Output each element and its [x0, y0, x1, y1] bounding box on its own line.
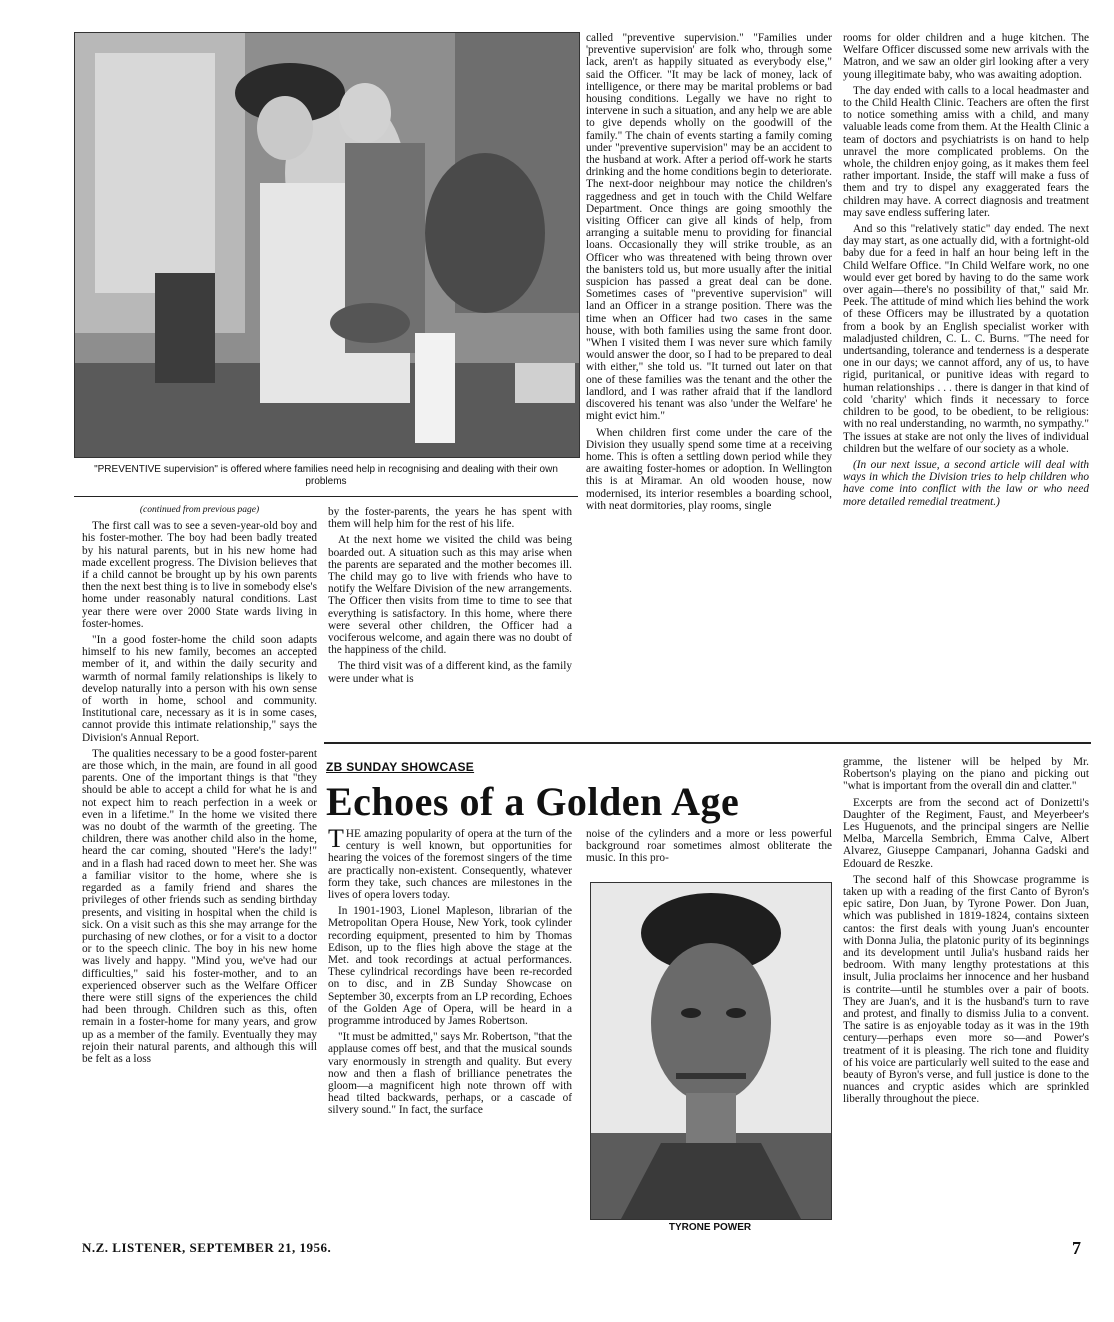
- dropcap: T: [328, 824, 344, 853]
- article-column-2: [328, 506, 572, 689]
- paragraph: gramme, the listener will be helped by Mr. Robertson's playing on the piano and picking out "what is important from the overall din and clatter.": [843, 756, 1089, 793]
- showcase-column-left: [328, 824, 572, 1121]
- article-column-1: [82, 504, 317, 1069]
- photo-tyrone-power-portrait-icon: [591, 883, 831, 1219]
- paragraph: rooms for older children and a huge kitchen. The Welfare Officer discussed some new arrivals with the Matron, and we saw an older girl looking after a very young illegitimate baby, who was awaiting adoption.: [843, 32, 1089, 81]
- portrait-caption: TYRONE POWER: [668, 1222, 752, 1233]
- continued-note: (continued from previous page): [139, 505, 260, 515]
- article-column-4: [843, 32, 1089, 512]
- next-issue-note: (In our next issue, a second article will deal with ways in which the Division tries to help children who have come into conflict with the law or who need more detailed remedial treatment.): [843, 458, 1089, 508]
- article-column-3: [586, 32, 832, 516]
- photo-two-women-kitchen-icon: [75, 33, 579, 457]
- paragraph: The qualities necessary to be a good foster-parent are those which, in the main, are found in all good parents. One of the important things is that "they should be able to accept a child for what he is and not expect him to reach perfection in a week or even in a lifetime." In the home we visited there was no doubt of the warmth of the greeting. The children, there was another child also in the home, heard the car coming, shouted "Here's the lady!" and in a flash had raced down to meet her. She was a familiar visitor to the home, where she is regarded as a family friend and shares the privileges of other friends such as sending birthday presents, and visiting in hospital when the child is sick. On a visit such as this she may arrange for the purchasing of new clothes, or for a visit to a doctor or to the speech clinic. The boy in his new home was lively and happy. "Mind you, we've had our difficulties," said his foster-mother, and to an experienced observer such as the Welfare Officer there were still signs of the experiences the child had been through. Children such as this, often remain in a foster-home for many years, and grow up as a member of the family. Eventually they may rejoin their natural parents, and although this will be felt as a loss: [82, 747, 317, 1065]
- tyrone-power-photo: [590, 882, 832, 1220]
- showcase-column-middle: [586, 828, 832, 869]
- paragraph: In 1901-1903, Lionel Mapleson, librarian of the Metropolitan Opera House, New York, took cylinder recording equipment, presented to him by Thomas Edison, up to the flies high above the stage at the Met. and took recordings at actual performances. These cylindrical recordings have been re-recorded on to disc, and in ZB Sunday Showcase on September 30, excerpts from an LP recording, Echoes of the Golden Age of Opera, will be heard in a programme introduced by James Robertson.: [328, 905, 572, 1028]
- paragraph: At the next home we visited the child was being boarded out. A situation such as this may arise when the parents are separated and the mother becomes ill. The child may go to live with friends who have to notify the Welfare Division of the new arrangements. The Officer then visits from time to time to see that everything is satisfactory. In this home, where there were several other children, the Officer had a vociferous welcome, and again there was no doubt of the happiness of the child.: [328, 534, 572, 657]
- paragraph: When children first come under the care of the Division they usually spend some time at a receiving home. This is often a settling down period while they are awaiting foster-homes or adoption. In Wellington this is at Miramar. An old wooden house, now modernised, its interior resembles a boarding school, with neat dormitories, play rooms, single: [586, 426, 832, 512]
- photo-caption: "PREVENTIVE supervision" is offered where families need help in recognising and dealing with their own problems: [94, 464, 558, 487]
- paragraph: HE amazing popularity of opera at the turn of the century is well known, but opportunities for hearing the voices of the foremost singers of the time are practically non-existent. Consequently, whatever form they take, such chances are milestones in the lives of opera lovers today.: [328, 828, 572, 902]
- section-divider: [324, 742, 1091, 744]
- page-number: 7: [1072, 1238, 1082, 1258]
- showcase-kicker: ZB SUNDAY SHOWCASE: [326, 760, 475, 774]
- paragraph: called "preventive supervision." "Families under 'preventive supervision' are folk who, through some lack, aren't as happily situated as everybody else," said the Officer. "It may be lack of money, lack of intelligence, or there may be marital problems or bad housing conditions. Legally we have no right to intervene in such a situation, and any help we are able to give depends wholly on the goodwill of the family." The chain of events starting a family coming under "preventive supervision" may be an accident to the husband at work. After a period off-work he starts drinking and the home conditions begin to deteriorate. The next-door neighbour may notice the children's raggedness and get in touch with the Child Welfare Department. Once things are going smoothly the visiting Officer can give all kinds of help, from arranging a suitable menu to providing for financial loans. Occasionally they will strike trouble, as an Officer who was threatened with being thrown over the banisters told us, but more usually after the initial suspicion has passed a great deal can be done. Sometimes cases of "preventive supervision" will land an Officer in a strange position. There was the time when an Officer had two cases in the same house, with both families using the same front door. "When I visited them I was never sure which family would answer the door, so I had to be prepared to deal with either," she told us. "It turned out later on that one of these families was the tenant and the other the landlord, and I was rather afraid that if the landlord discovered his tenant was also 'under the Welfare' he might evict him.": [586, 32, 832, 423]
- paragraph: "It must be admitted," says Mr. Robertson, "that the applause comes off best, and that the musical sounds vary enormously in strength and quality. But every now and then a flash of brilliance penetrates the gloom—a magnificent high note thrown off with head tilted backwards, perhaps, or a cascade of silvery sound." In fact, the surface: [328, 1031, 572, 1117]
- paragraph: The first call was to see a seven-year-old boy and his foster-mother. The boy had been badly treated by his natural parents, but in his new home had made excellent progress. The Division believes that if a child cannot be brought up by his own parents then the next best thing is to live in somebody else's home under reasonably natural conditions. Last year there were over 2000 State wards living in foster-homes.: [82, 520, 317, 630]
- showcase-column-right: [843, 756, 1089, 1110]
- paragraph: noise of the cylinders and a more or less powerful background roar sometimes almost obliterate the music. In this pro-: [586, 828, 832, 865]
- preventive-supervision-photo: [74, 32, 580, 458]
- paragraph: The day ended with calls to a local headmaster and to the Child Health Clinic. Teachers are often the first to notice something amiss with a child, and many valuable leads come from them. At the Health Clinic a team of doctors and psychiatrists is on hand to help unravel the more complicated problems. On the whole, the children enjoy going, as it makes them feel rather important. Inside, the staff will make a fuss of them and try to dispel any exaggerated fears the children may have. A correct diagnosis and treatment may save endless suffering later.: [843, 84, 1089, 219]
- masthead-footer: N.Z. LISTENER, SEPTEMBER 21, 1956.: [82, 1240, 332, 1255]
- paragraph: "In a good foster-home the child soon adapts himself to his new family, becomes an accepted member of it, and within the daily security and warmth of normal family relationships is likely to develop naturally into a person with his own sense of worth in home, school and community. Institutional care, necessary as it is in some cases, cannot provide this intimate relationship," says the Division's Annual Report.: [82, 634, 317, 744]
- paragraph: The second half of this Showcase programme is taken up with a reading of the first Canto of Byron's epic satire, Don Juan, by Tyrone Power. Don Juan, which was published in 1819-1824, contains sixteen cantos: the first deals with young Juan's encounter with Donna Julia, the platonic purity of its beginnings and its development until Julia's husband raids her bedroom. With many lengthy protestations at this insult, Julia proclaims her innocence and her husband is contrite—until he stumbles over a pair of boots. They are Juan's, and it is the husband's turn to rave and protest, and finally to dismiss Julia to a convent. The satire is as enjoyable today as it was in the 19th century—perhaps even more so—and Power's treatment of it is pleasing. The rich tone and fluidity of his voice are particularly well suited to the ease and beauty of Byron's verse, and full justice is done to the nuances and cryptic asides which are sprinkled liberally throughout the piece.: [843, 873, 1089, 1106]
- paragraph: And so this "relatively static" day ended. The next day may start, as one actually did, with a fortnight-old baby due for a feed in half an hour being left in the Child Welfare Office. "In Child Welfare work, no one would ever get bored by having to do the same work over again—there's no possibility of that," said Mr. Peek. The attitude of mind which lies behind the work of these Officers may be illustrated by a quotation from a book by an English specialist worker with maladjusted children, C. L. C. Burns. "The need for undertsanding, tolerance and tenderness is a desperate one in our days; we cannot afford, any of us, to have rigid, puritanical, or punitive ideas with regard to human relationships . . . there is danger in that kind of cold 'charity' which finds it necessary to force children to be good, to be obedient, to be religious: with no real understanding, no warmth, no sympathy." The issues at stake are not only the lives of individual children but the welfare of our society as a whole.: [843, 223, 1089, 455]
- paragraph: The third visit was of a different kind, as the family were under what is: [328, 660, 572, 685]
- article-headline: Echoes of a Golden Age: [326, 779, 740, 824]
- paragraph: by the foster-parents, the years he has spent with them will help him for the rest of his life.: [328, 506, 572, 531]
- caption-divider: [74, 496, 578, 497]
- paragraph: Excerpts are from the second act of Donizetti's Daughter of the Regiment, Faust, and Meyerbeer's Les Huguenots, and the principal singers are Nellie Melba, Marcella Sembrich, Emma Calve, Albert Alvarez, Giuseppe Campanari, Johanna Gadski and Edouard de Reszke.: [843, 796, 1089, 870]
